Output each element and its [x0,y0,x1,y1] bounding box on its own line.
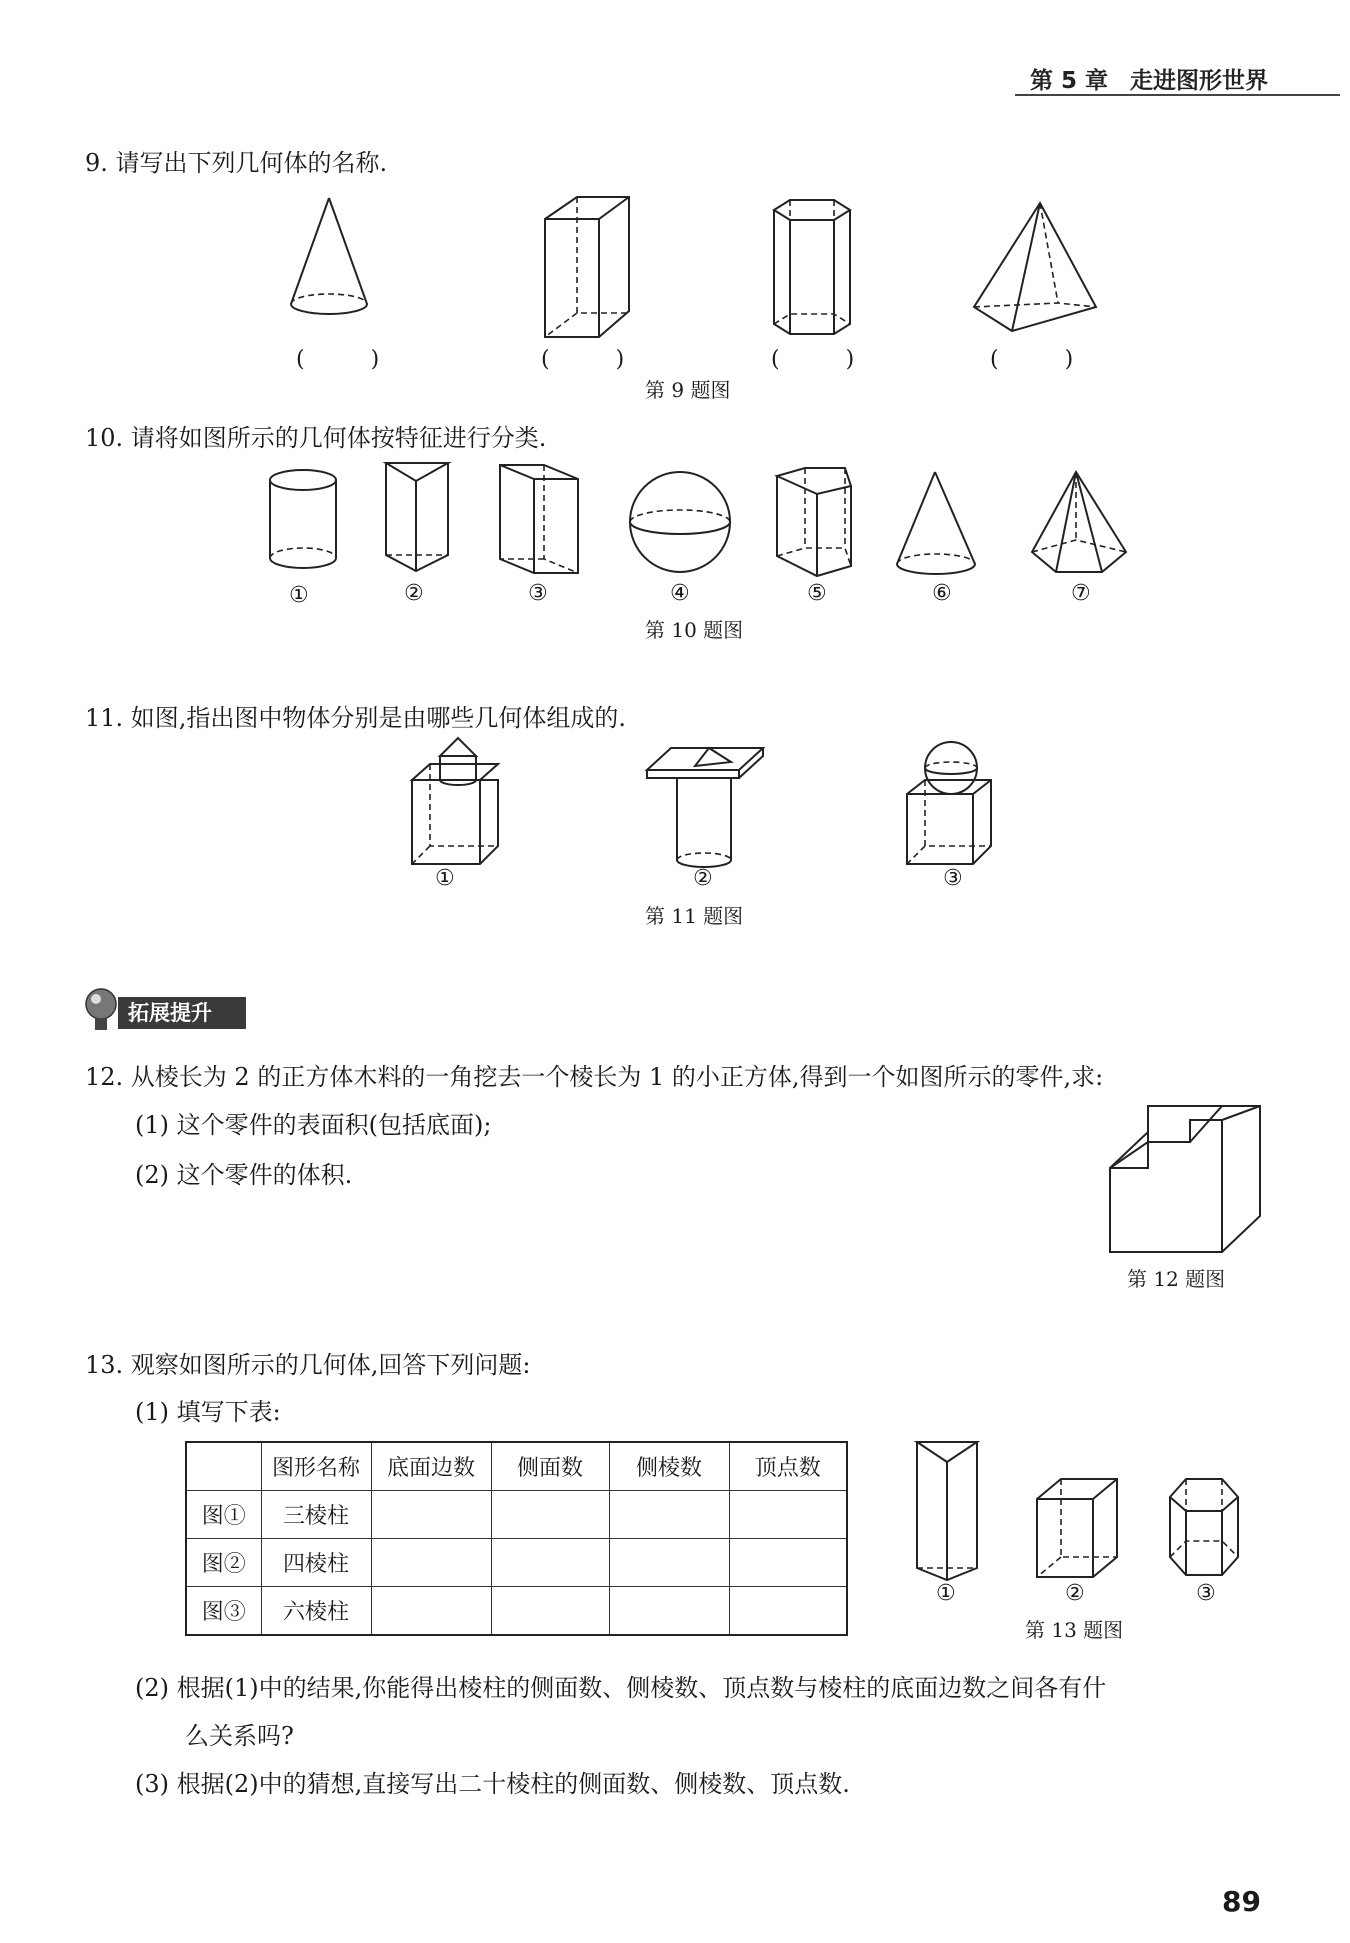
q12-part-2: (2) 这个零件的体积. [135,1161,353,1189]
q11-object-2 [645,748,795,888]
table-answer-cell[interactable] [371,1539,491,1587]
q13-caption: 第 13 题图 [1025,1618,1124,1642]
table-header-cell: 底面边数 [371,1442,491,1491]
q9-answer-blank-3[interactable]: ( ) [771,347,855,372]
q13-label-3: ③ [1196,1581,1216,1606]
table-answer-cell[interactable] [729,1491,847,1539]
q11-caption: 第 11 题图 [645,904,744,928]
q10-label-6: ⑥ [932,581,952,606]
table-answer-cell[interactable] [491,1587,609,1636]
q10-pentagonal-pyramid [1030,472,1140,592]
chapter-number: 第 5 章 [1030,68,1109,94]
q10-label-7: ⑦ [1071,581,1091,606]
table-header-row [186,1442,847,1491]
q11-label-2: ② [693,866,713,891]
q11-label-1: ① [435,866,455,891]
q10-triangular-prism [386,463,466,583]
section-title: 拓展提升 [128,1001,212,1025]
q10-label-1: ① [289,583,309,608]
table-answer-cell[interactable] [609,1587,729,1636]
table-cell: 四棱柱 [261,1539,371,1587]
question-12: 12. 从棱长为 2 的正方体木料的一角挖去一个棱长为 1 的小正方体,得到一个如图所示的零件,求: [85,1063,1104,1091]
q9-hexagonal-prism [770,200,870,360]
table-header-cell: 图形名称 [261,1442,371,1491]
q10-pentagonal-prism [775,468,865,588]
q13-part-3: (3) 根据(2)中的猜想,直接写出二十棱柱的侧面数、侧棱数、顶点数. [135,1770,850,1798]
q10-cone [895,472,995,592]
section-banner [118,997,246,1029]
table-header-cell: 侧棱数 [609,1442,729,1491]
question-9: 9. 请写出下列几何体的名称. [85,149,388,177]
page-number: 89 [1222,1885,1261,1918]
q10-caption: 第 10 题图 [645,618,744,642]
q10-label-2: ② [404,581,424,606]
q13-triangular-prism [915,1440,995,1590]
table-cell: 三棱柱 [261,1491,371,1539]
q12-cube-with-notch [1108,1104,1278,1264]
q13-square-prism [1035,1477,1135,1587]
q9-caption: 第 9 题图 [645,378,731,402]
q13-hexagonal-prism [1168,1477,1258,1597]
question-10: 10. 请将如图所示的几何体按特征进行分类. [85,424,547,452]
q13-table [185,1441,848,1636]
q9-answer-blank-2[interactable]: ( ) [541,347,625,372]
q9-answer-blank-4[interactable]: ( ) [990,347,1074,372]
table-answer-cell[interactable] [371,1491,491,1539]
table-answer-cell[interactable] [729,1539,847,1587]
table-answer-cell[interactable] [491,1491,609,1539]
lightbulb-icon [85,988,121,1036]
q9-answer-blank-1[interactable]: ( ) [296,347,380,372]
table-row [186,1491,847,1539]
table-cell: 六棱柱 [261,1587,371,1636]
q9-square-prism [545,197,645,357]
table-answer-cell[interactable] [371,1587,491,1636]
table-cell: 图③ [186,1587,261,1636]
table-answer-cell[interactable] [491,1539,609,1587]
table-cell: 图① [186,1491,261,1539]
q10-label-5: ⑤ [807,581,827,606]
table-header-cell: 顶点数 [729,1442,847,1491]
table-answer-cell[interactable] [729,1587,847,1636]
q13-label-2: ② [1065,1581,1085,1606]
q13-part-1: (1) 填写下表: [135,1398,281,1426]
table-cell: 图② [186,1539,261,1587]
table-answer-cell[interactable] [609,1491,729,1539]
chapter-header [1030,62,1268,95]
chapter-title: 走进图形世界 [1130,68,1269,94]
q13-part-2-line-1: (2) 根据(1)中的结果,你能得出棱柱的侧面数、侧棱数、顶点数与棱柱的底面边数之间各有什 [135,1674,1107,1702]
q9-pyramid [970,203,1110,353]
q13-label-1: ① [936,1581,956,1606]
table-header-cell: 侧面数 [491,1442,609,1491]
q11-object-1 [410,738,520,888]
q13-part-2-line-2: 么关系吗? [185,1722,294,1750]
q10-label-3: ③ [528,581,548,606]
table-header-cell [186,1442,261,1491]
table-row [186,1539,847,1587]
q10-sphere [630,472,740,582]
q11-label-3: ③ [943,866,963,891]
question-13: 13. 观察如图所示的几何体,回答下列问题: [85,1351,531,1379]
question-11: 11. 如图,指出图中物体分别是由哪些几何体组成的. [85,704,627,732]
q12-caption: 第 12 题图 [1127,1267,1226,1291]
table-answer-cell[interactable] [609,1539,729,1587]
table-row [186,1587,847,1636]
q10-label-4: ④ [670,581,690,606]
q12-part-1: (1) 这个零件的表面积(包括底面); [135,1111,492,1139]
header-rule [1015,94,1340,96]
q10-square-prism [500,465,590,585]
q10-cylinder [270,470,350,590]
